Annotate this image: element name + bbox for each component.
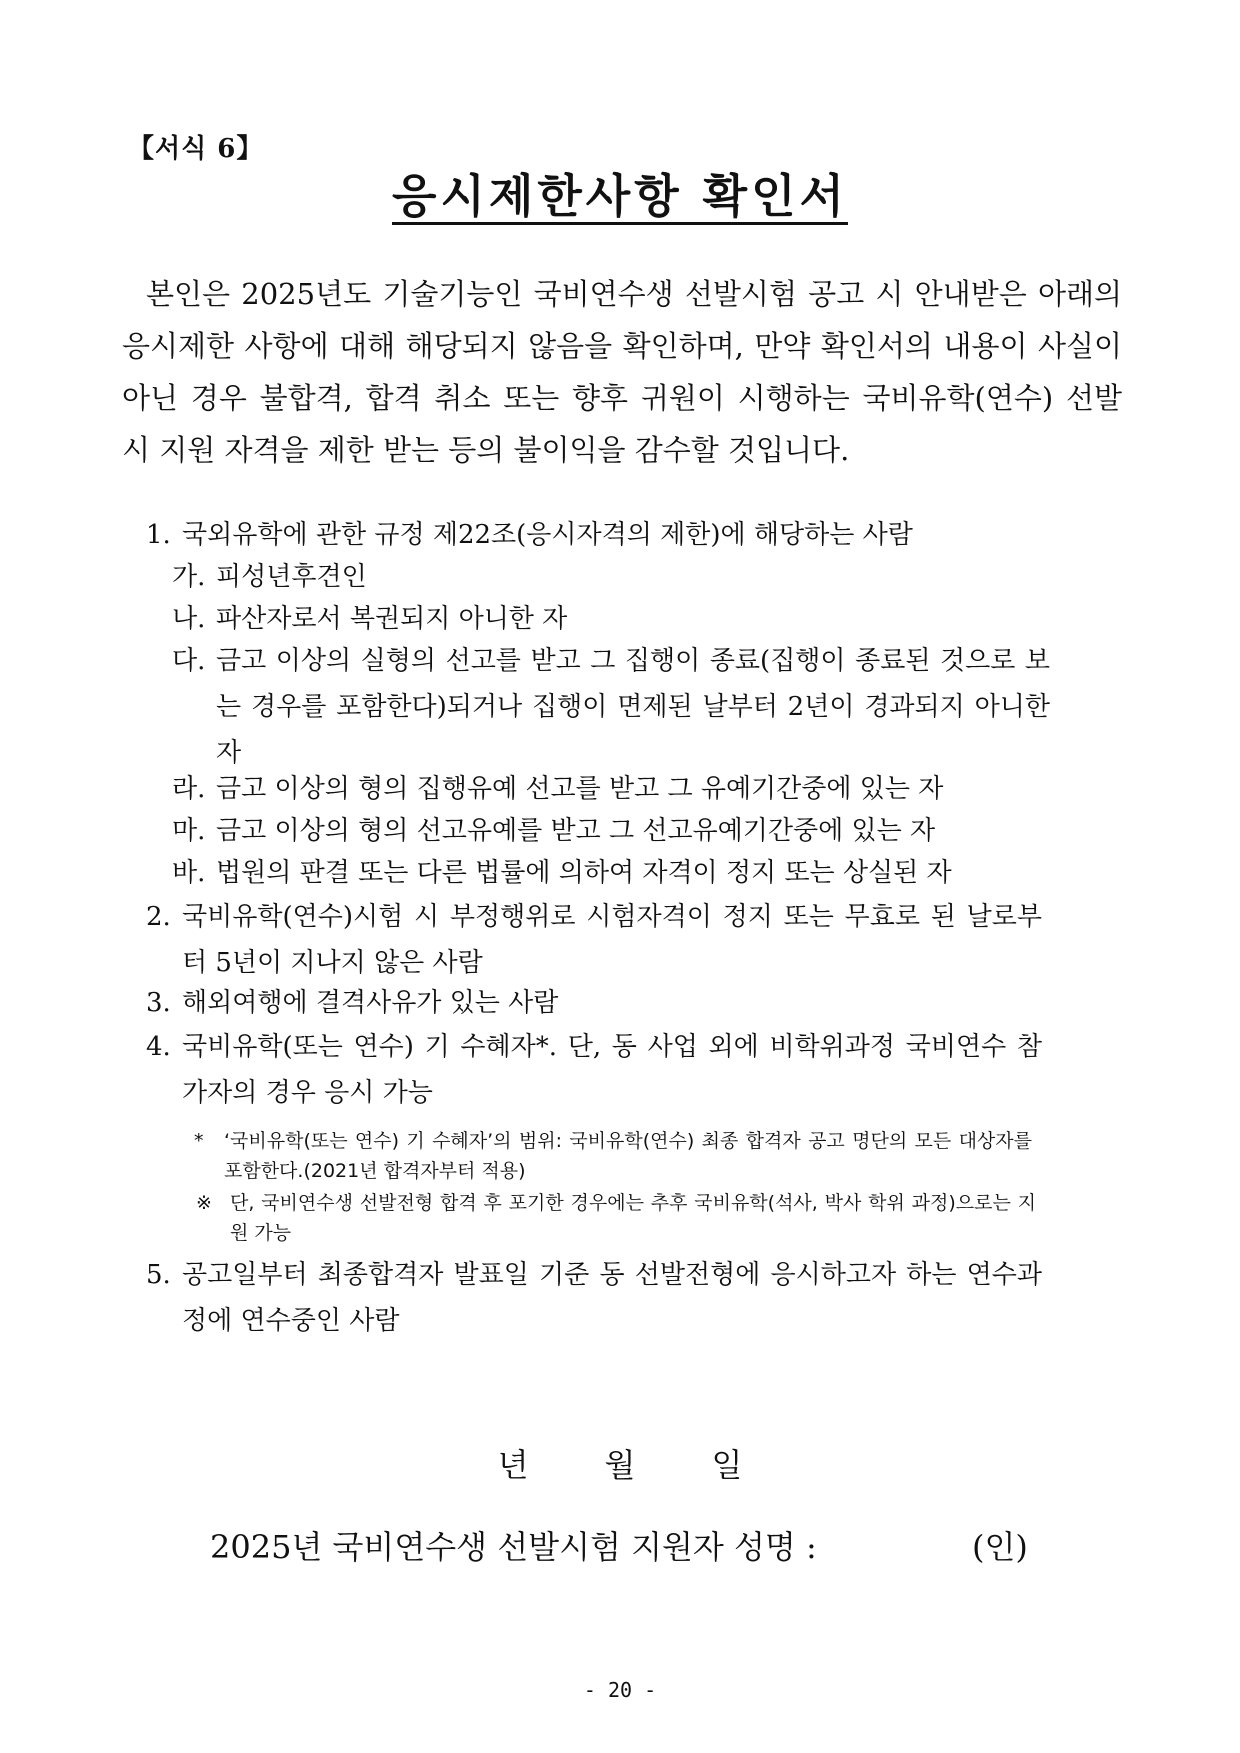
footnote-text: 단, 국비연수생 선발전형 합격 후 포기한 경우에는 추후 국비유학(석사, 박사 학위 과정)으로는 지원 가능 [230, 1192, 1036, 1244]
list-item [146, 1252, 1042, 1344]
item-text: 금고 이상의 형의 집행유예 선고를 받고 그 유예기간중에 있는 자 [216, 774, 944, 804]
date-line [0, 1440, 1240, 1486]
item-text: 피성년후견인 [216, 562, 367, 592]
item-text: 파산자로서 복권되지 아니한 자 [216, 604, 568, 634]
item-number: 바. [172, 858, 206, 888]
intro-paragraph: 본인은 2025년도 기술기능인 국비연수생 선발시험 공고 시 안내받은 아래의 응시제한 사항에 대해 해당되지 않음을 확인하며, 만약 확인서의 내용이 사실이 아닌 경우 불합격, 합격 취소 또는 향후 귀원이 시행하는 국비유학(연수) 선발 시 지원 자격을 제한 받는 등의 불이익을 감수할 것입니다. [122, 277, 1122, 467]
item-number: 3. [146, 988, 171, 1018]
item-number: 4. [146, 1032, 171, 1062]
list-item [172, 850, 1050, 896]
page-title-text: 응시제한사항 확인서 [392, 169, 848, 223]
item-text: 금고 이상의 실형의 선고를 받고 그 집행이 종료(집행이 종료된 것으로 보는 경우를 포함한다)되거나 집행이 면제된 날부터 2년이 경과되지 아니한 자 [216, 646, 1050, 768]
footnote-mark: ※ [196, 1192, 212, 1214]
form-label: 【서식 6】 [128, 134, 264, 164]
list-item [172, 596, 1050, 642]
item-text: 국비유학(또는 연수) 기 수혜자*. 단, 동 사업 외에 비학위과정 국비연수 참가자의 경우 응시 가능 [182, 1032, 1042, 1108]
date-month: 월 [604, 1446, 636, 1484]
list-item [146, 894, 1042, 986]
item-text: 국비유학(연수)시험 시 부정행위로 시험자격이 정지 또는 무효로 된 날로부터 5년이 지나지 않은 사람 [182, 902, 1042, 978]
item-text: 법원의 판결 또는 다른 법률에 의하여 자격이 정지 또는 상실된 자 [216, 858, 952, 888]
footnote [194, 1126, 1032, 1186]
item-number: 마. [172, 816, 206, 846]
list-item [146, 980, 1042, 1026]
item-text: 금고 이상의 형의 선고유예를 받고 그 선고유예기간중에 있는 자 [216, 816, 936, 846]
seal-mark: (인) [972, 1528, 1028, 1566]
page-number: - 20 - [583, 1678, 657, 1702]
item-text: 국외유학에 관한 규정 제22조(응시자격의 제한)에 해당하는 사람 [182, 520, 913, 550]
list-item [172, 766, 1050, 812]
list-item [172, 638, 1050, 776]
list-item [146, 512, 1042, 558]
item-text: 해외여행에 결격사유가 있는 사람 [182, 988, 559, 1018]
item-number: 가. [172, 562, 206, 592]
signature-line: 2025년 국비연수생 선발시험 지원자 성명 : [210, 1528, 817, 1566]
list-item [146, 1024, 1042, 1116]
date-day: 일 [711, 1446, 743, 1484]
item-number: 다. [172, 646, 206, 676]
item-text: 공고일부터 최종합격자 발표일 기준 동 선발전형에 응시하고자 하는 연수과정에 연수중인 사람 [182, 1260, 1042, 1336]
item-number: 나. [172, 604, 206, 634]
list-item [172, 554, 1050, 600]
item-number: 2. [146, 902, 171, 932]
list-item [172, 808, 1050, 854]
footnote-mark: * [194, 1130, 204, 1152]
item-number: 5. [146, 1260, 171, 1290]
footnote [196, 1188, 1036, 1248]
page-title [0, 160, 1240, 226]
date-year: 년 [497, 1446, 529, 1484]
footnote-text: ‘국비유학(또는 연수) 기 수혜자’의 범위: 국비유학(연수) 최종 합격자 공고 명단의 모든 대상자를 포함한다.(2021년 합격자부터 적용) [224, 1130, 1032, 1182]
item-number: 라. [172, 774, 206, 804]
item-number: 1. [146, 520, 171, 550]
